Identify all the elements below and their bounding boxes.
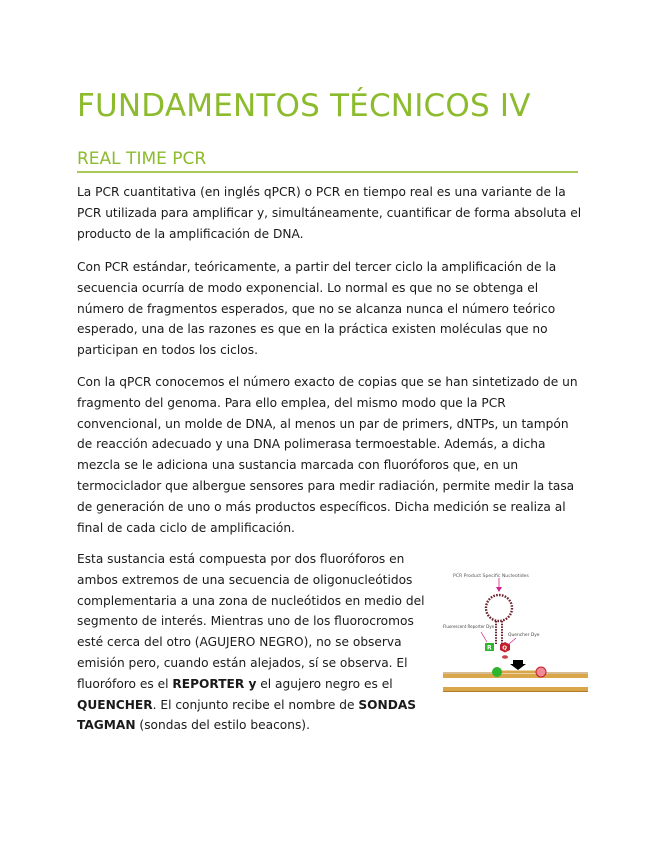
dna-strand-bottom (443, 687, 588, 691)
reporter-letter: R (487, 644, 492, 652)
quencher-term: QUENCHER (77, 697, 153, 712)
section-divider (77, 171, 578, 173)
quencher-dye-label: Quencher Dye (508, 633, 540, 638)
reporter-dye-label: Fluorescent Reporter Dye (443, 624, 495, 629)
bound-probe (497, 671, 541, 674)
dna-strand-bottom-edge (443, 691, 588, 692)
probes-text-2: el agujero negro es el (256, 676, 393, 691)
probes-text-4: (sondas del estilo beacons). (135, 718, 310, 733)
paragraph-probes (77, 549, 432, 736)
diagram-caption: PCR Product Specific Nucleotides (453, 574, 529, 579)
dna-strand-top (443, 674, 588, 678)
reporter-on-strand (492, 667, 502, 677)
paragraph-intro: La PCR cuantitativa (en inglés qPCR) o PCR en tiempo real es una variante de la PCR utilizada para amplificar y, simultáneamente, cuantificar de forma absoluta el producto de la amplificación de DNA. (77, 185, 582, 241)
tagman-probe-diagram (441, 566, 590, 702)
reporter-term: REPORTER y (172, 676, 257, 691)
quencher-glow (502, 655, 508, 659)
quencher-pointer (509, 638, 516, 644)
hairpin-loop (486, 595, 512, 621)
caption-arrow-icon (496, 587, 502, 592)
section-title: REAL TIME PCR (77, 149, 207, 169)
paragraph-qpcr: Con la qPCR conocemos el número exacto de copias que se han sintetizado de un fragmento del genoma. Para ello emplea, del mismo modo que la PCR convencional, un molde de DNA, al menos un par de primers, dNTPs, un tampón de reacción adecuado y una DNA polimerasa termoestable. Además, a dicha mezcla se le adiciona una sustancia marcada con fluoróforos que, en un termociclador que albergue sensores para medir radiación, permite medir la tasa de generación de uno o más productos específicos. Dicha medición se realiza al final de cada ciclo de amplificación. (77, 375, 578, 535)
quencher-letter: Q (502, 645, 508, 652)
probes-text-1: Esta sustancia está compuesta por dos fluoróforos en ambos extremos de una secuencia de oligonucleótidos complementaria a una zona de nucleótidos en medio del segmento de interés. Mientras uno de los fluorocromos esté cerca del otro (AGUJERO NEGRO), no se observa emisión pero, cuando están alejados, sí se observa. El fluoróforo es el (77, 552, 425, 691)
quencher-on-strand (536, 667, 546, 677)
tagman-term: SONDAS TAGMAN (77, 697, 417, 733)
probes-text-3: . El conjunto recibe el nombre de (152, 697, 359, 712)
reporter-pointer (481, 632, 487, 642)
page-title: FUNDAMENTOS TÉCNICOS IV (77, 88, 531, 124)
cleavage-arrow-icon (510, 660, 526, 670)
paragraph-standard-pcr: Con PCR estándar, teóricamente, a partir del tercer ciclo la amplificación de la secuencia ocurría de modo exponencial. Lo normal es que no se obtenga el número de fragmentos esperados, que no se alcanza nunca el número teórico esperado, una de las razones es que en la práctica existen moléculas que no participan en todos los ciclos. (77, 260, 557, 358)
